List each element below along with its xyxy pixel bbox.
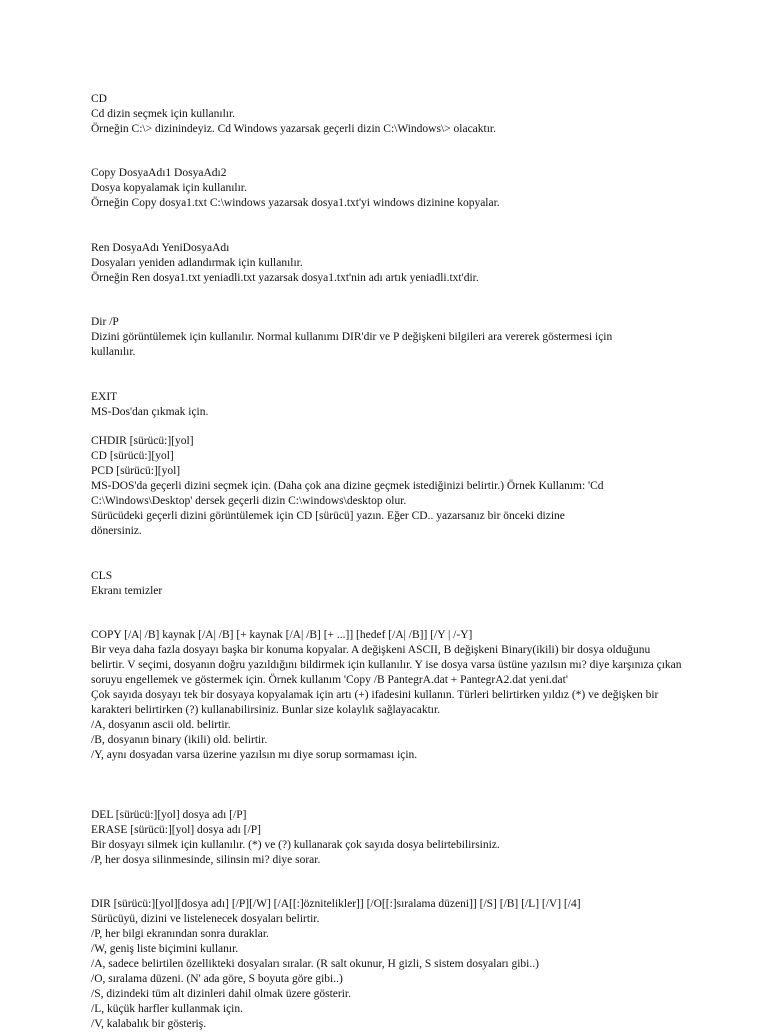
- ren-description: Dosyaları yeniden adlandırmak için kullanılır.: [91, 257, 303, 269]
- copy-syntax: COPY [/A| /B] kaynak [/A| /B] [+ kaynak [/A| /B] [+ ...]] [hedef [/A| /B]] [/Y | /-Y]: [91, 629, 473, 641]
- exit-title: EXIT: [91, 391, 118, 403]
- chdir-description-line4: dönersiniz.: [91, 525, 142, 537]
- section-cd: [91, 92, 691, 137]
- section-del: [91, 808, 691, 868]
- dir-p-description-line2: kullanılır.: [91, 346, 136, 358]
- section-copy-basic: [91, 166, 691, 211]
- section-cls: [91, 569, 691, 599]
- del-syntax: DEL [sürücü:][yol] dosya adı [/P]: [91, 809, 247, 821]
- chdir-description-line3: Sürücüdeki geçerli dizini görüntülemek için CD [sürücü] yazın. Eğer CD.. yazarsanız bir önceki dizine: [91, 510, 565, 522]
- copy-option-a: /A, dosyanın ascii old. belirtir.: [91, 719, 231, 731]
- dir-option-p: /P, her bilgi ekranından sonra duraklar.: [91, 928, 269, 940]
- del-option-p: /P, her dosya silinmesinde, silinsin mi? diye sorar.: [91, 854, 321, 866]
- dir-option-w: /W, geniş liste biçimini kullanır.: [91, 943, 239, 955]
- copy-paragraph-1: Bir veya daha fazla dosyayı başka bir konuma kopyalar. A değişkeni ASCII, B değişkeni Binary(ikili) bir dosya olduğunu belirtir. V seçimi, dosyanın doğru yazıldığını bildirmek için kullanılır. Y ise dosya varsa üstüne yazılsın mı? diye karşınıza çıkan soruyu engellemek ve göstermek için. Örnek kullanım 'Copy /B PantegrA.dat + PantegrA2.dat yeni.dat': [91, 644, 682, 686]
- dir-description: Sürücüyü, dizini ve listelenecek dosyaları belirtir.: [91, 913, 320, 925]
- copy-option-y: /Y, aynı dosyadan varsa üzerine yazılsın mı diye sorup sormaması için.: [91, 749, 418, 761]
- copy-basic-example: Örneğin Copy dosya1.txt C:\windows yazarsak dosya1.txt'yi windows dizinine kopyalar.: [91, 197, 500, 209]
- chdir-syntax: CHDIR [sürücü:][yol]: [91, 435, 194, 447]
- copy-basic-title: Copy DosyaAdı1 DosyaAdı2: [91, 167, 227, 179]
- dir-syntax: DIR [sürücü:][yol][dosya adı] [/P][/W] [/A[[:]öznitelikler]] [/O[[:]sıralama düzeni]] [/S] [/B] [/L] [/V] [/4]: [91, 898, 581, 910]
- ren-title: Ren DosyaAdı YeniDosyaAdı: [91, 242, 230, 254]
- dir-option-o: /O, sıralama düzeni. (N' ada göre, S boyuta göre gibi..): [91, 973, 343, 985]
- dir-p-title: Dir /P: [91, 316, 119, 328]
- section-copy: [91, 628, 691, 763]
- copy-option-b: /B, dosyanın binary (ikili) old. belirtir.: [91, 734, 268, 746]
- dir-option-a: /A, sadece belirtilen özellikteki dosyaları sıralar. (R salt okunur, H gizli, S sistem dosyaları gibi..): [91, 958, 539, 970]
- ren-example: Örneğin Ren dosya1.txt yeniadli.txt yazarsak dosya1.txt'nin adı artık yeniadli.txt'dir.: [91, 272, 479, 284]
- chdir-description-line1: MS-DOS'da geçerli dizini seçmek için. (Daha çok ana dizine geçmek istediğinizi belirtir.) Örnek Kullanım: 'Cd: [91, 480, 604, 492]
- section-chdir: [91, 434, 691, 539]
- cls-description: Ekranı temizler: [91, 585, 163, 597]
- dir-option-l: /L, küçük harfler kullanmak için.: [91, 1003, 244, 1015]
- cls-title: CLS: [91, 570, 113, 582]
- copy-basic-description: Dosya kopyalamak için kullanılır.: [91, 182, 247, 194]
- dir-p-description-line1: Dizini görüntülemek için kullanılır. Normal kullanımı DIR'dir ve P değişkeni bilgileri ara vererek göstermesi için: [91, 331, 613, 343]
- pcd-syntax: PCD [sürücü:][yol]: [91, 465, 181, 477]
- cd-title: CD: [91, 93, 107, 105]
- exit-description: MS-Dos'dan çıkmak için.: [91, 406, 209, 418]
- section-exit: [91, 390, 691, 420]
- section-dir-p: [91, 315, 691, 360]
- cd-description: Cd dizin seçmek için kullanılır.: [91, 108, 236, 120]
- cd-syntax: CD [sürücü:][yol]: [91, 450, 174, 462]
- cd-example: Örneğin C:\> dizinindeyiz. Cd Windows yazarsak geçerli dizin C:\Windows\> olacaktır.: [91, 123, 496, 135]
- copy-paragraph-2: Çok sayıda dosyayı tek bir dosyaya kopyalamak için artı (+) ifadesini kullanın. Türleri belirtirken yıldız (*) ve değişken bir karakteri belirtirken (?) kullanabilirsiniz. Bunlar size kolaylık sağlayacaktır.: [91, 689, 659, 716]
- chdir-description-line2: C:\Windows\Desktop' dersek geçerli dizin C:\windows\desktop olur.: [91, 495, 407, 507]
- dir-option-s: /S, dizindeki tüm alt dizinleri dahil olmak üzere gösterir.: [91, 988, 351, 1000]
- section-dir: [91, 897, 691, 1032]
- section-ren: [91, 241, 691, 286]
- del-description: Bir dosyayı silmek için kullanılır. (*) ve (?) kullanarak çok sayıda dosya belirtebilirsiniz.: [91, 839, 500, 851]
- dir-option-v: /V, kalabalık bir gösteriş.: [91, 1018, 207, 1030]
- erase-syntax: ERASE [sürücü:][yol] dosya adı [/P]: [91, 824, 261, 836]
